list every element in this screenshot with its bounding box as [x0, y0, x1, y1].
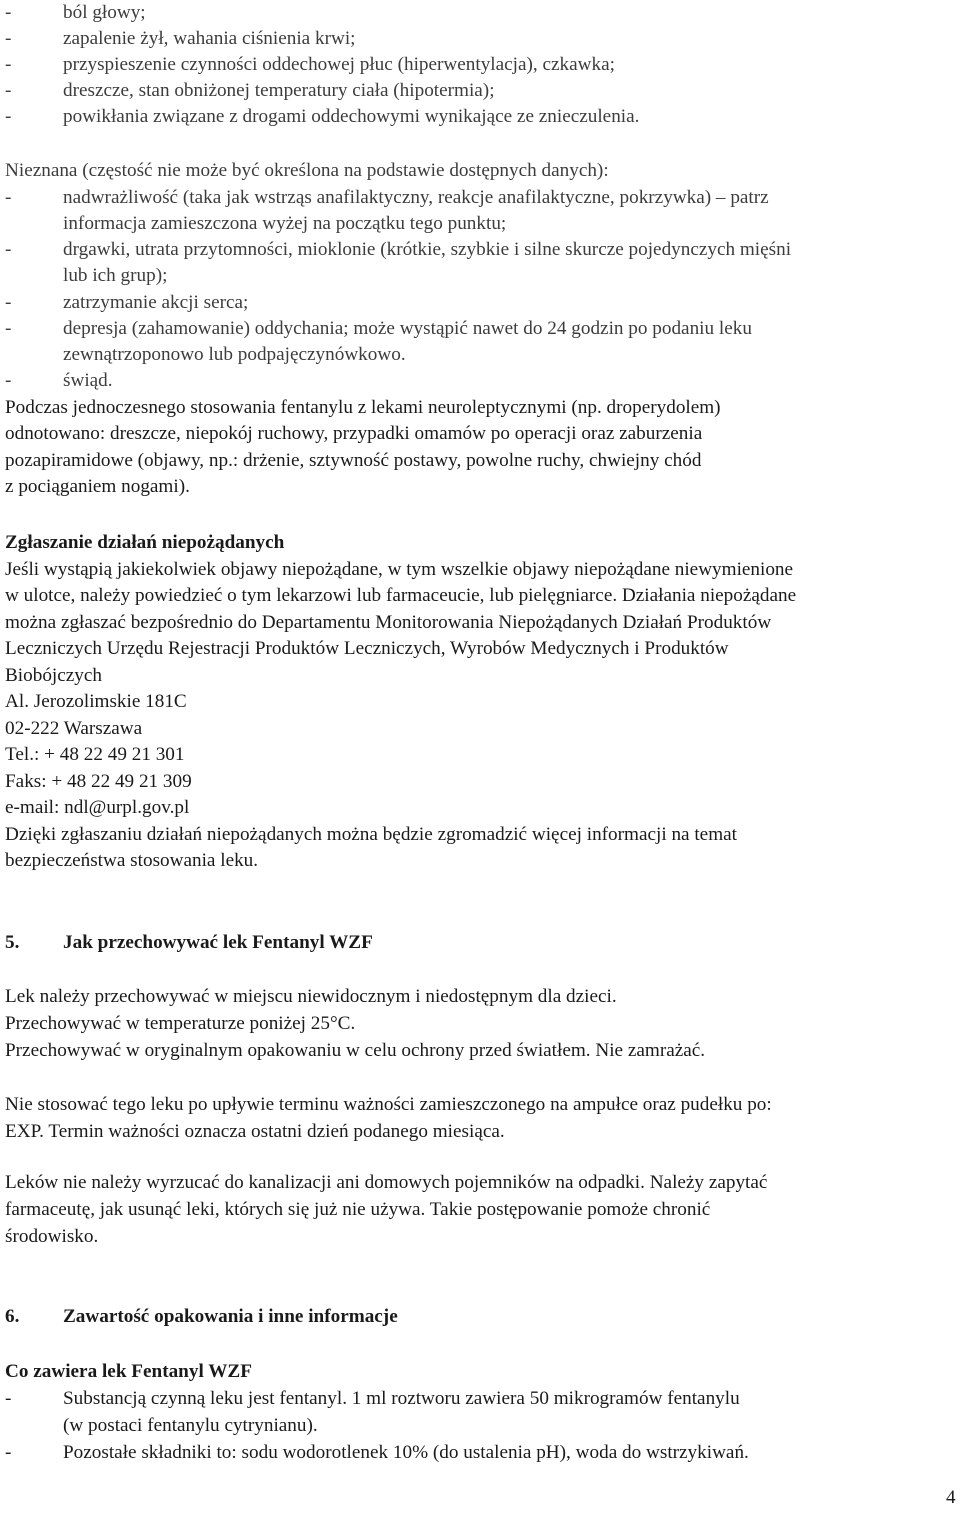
reporting-heading: Zgłaszanie działań niepożądanych	[5, 532, 285, 553]
section-6-heading: 6. Zawartość opakowania i inne informacje	[5, 1306, 398, 1327]
section-6-subheading: Co zawiera lek Fentanyl WZF	[5, 1361, 252, 1382]
section-5-heading: 5. Jak przechowywać lek Fentanyl WZF	[5, 932, 373, 953]
page-number: 4	[946, 1487, 956, 1508]
email-link[interactable]: e-mail: ndl@urpl.gov.pl	[5, 797, 190, 818]
frequency-unknown-heading: Nieznana (częstość nie może być określona na podstawie dostępnych danych):	[5, 160, 609, 181]
